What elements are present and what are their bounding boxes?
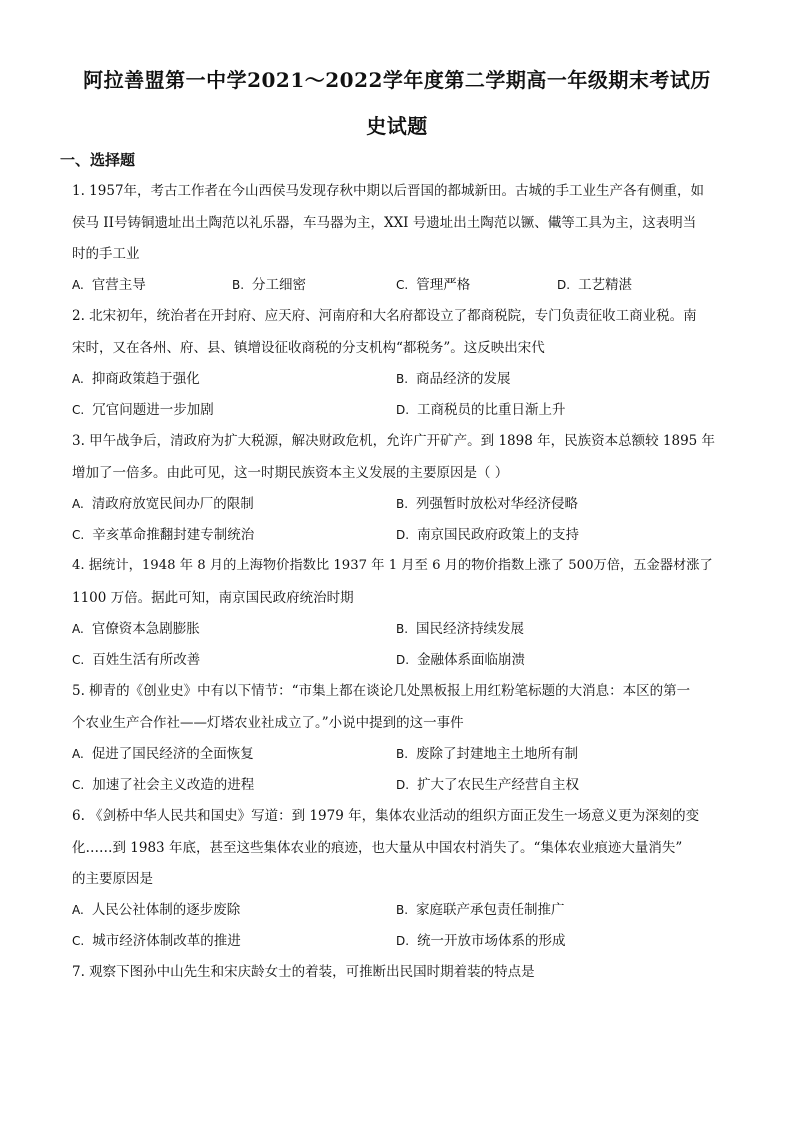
question-4-option-d — [396, 650, 525, 670]
option-text: 分工细密 — [252, 277, 307, 293]
question-4-option-a — [72, 619, 200, 639]
option-label: C. — [72, 934, 85, 948]
question-4-line-1: 4. 据统计，1948 年 8 月的上海物价指数比 1937 年 1 月至 6 月的物价指数上涨了 500万倍，五金器材涨了 — [72, 558, 713, 573]
option-label: C. — [72, 528, 85, 542]
option-text: 辛亥革命推翻封建专制统治 — [92, 527, 255, 543]
option-text: 工商税员的比重日渐上升 — [417, 402, 566, 418]
option-text: 百姓生活有所改善 — [92, 652, 201, 668]
question-3-option-c — [72, 525, 254, 545]
option-text: 抑商政策趋于强化 — [91, 371, 200, 387]
option-label: A. — [72, 903, 84, 917]
question-7-line-1: 7. 观察下图孙中山先生和宋庆龄女士的着装，可推断出民国时期着装的特点是 — [72, 964, 535, 980]
question-6-option-c — [72, 931, 241, 951]
question-6-option-b — [396, 900, 565, 920]
question-1-option-d — [557, 275, 632, 295]
question-1-option-c — [396, 275, 470, 295]
question-6-line-3: 的主要原因是 — [72, 871, 153, 887]
question-3-option-a — [72, 494, 254, 514]
exam-title-line-2: 史试题 — [366, 114, 428, 138]
question-6-option-a — [72, 900, 240, 920]
question-4-option-c — [72, 650, 200, 670]
option-text: 废除了封建地主土地所有制 — [416, 746, 579, 762]
question-2-option-d — [396, 400, 566, 420]
option-text: 人民公社体制的逐步废除 — [91, 902, 241, 918]
question-3-option-b — [396, 494, 578, 514]
option-text: 清政府放宽民间办厂的限制 — [91, 496, 254, 512]
option-text: 加速了社会主义改造的进程 — [92, 777, 255, 793]
option-label: A. — [72, 622, 84, 636]
option-text: 官营主导 — [91, 277, 146, 293]
question-6-line-1: 6. 《剑桥中华人民共和国史》写道：到 1979 年，集体农业活动的组织方面正发生一场意义更为深刻的变 — [72, 808, 700, 824]
question-5-option-c — [72, 775, 254, 795]
option-text: 列强暂时放松对华经济侵略 — [416, 496, 579, 512]
question-5-option-d — [396, 775, 579, 795]
option-text: 管理严格 — [416, 277, 471, 293]
question-3-line-2: 增加了一倍多。由此可见，这一时期民族资本主义发展的主要原因是（ ） — [72, 465, 509, 481]
option-label: A. — [72, 278, 84, 292]
question-5-option-b — [396, 744, 578, 764]
question-2-option-c — [72, 400, 214, 420]
option-label: A. — [72, 747, 84, 761]
question-5-line-1: 5. 柳青的《创业史》中有以下情节：“市集上都在谈论几处黑板报上用红粉笔标题的大消息：本区的第一 — [72, 683, 691, 699]
option-label: D. — [396, 653, 410, 667]
option-text: 促进了国民经济的全面恢复 — [91, 746, 254, 762]
option-text: 冗官问题进一步加剧 — [92, 402, 214, 418]
question-2-line-2: 宋时，又在各州、府、县、镇增设征收商税的分支机构“都税务”。这反映出宋代 — [72, 340, 545, 356]
question-1-line-2: 侯马 II号铸铜遗址出土陶范以礼乐器，车马器为主，XXI 号遗址出土陶范以镢、儎等工具为主，这表明当 — [72, 215, 697, 231]
question-1-line-3: 时的手工业 — [72, 246, 140, 262]
option-label: B. — [232, 278, 245, 292]
question-1-option-a — [72, 275, 146, 295]
option-label: D. — [396, 528, 410, 542]
option-text: 官僚资本急剧膨胀 — [91, 621, 200, 637]
question-3-option-d — [396, 525, 579, 545]
option-label: D. — [396, 934, 410, 948]
option-text: 扩大了农民生产经营自主权 — [417, 777, 580, 793]
question-1-option-b — [232, 275, 306, 295]
option-label: D. — [396, 403, 410, 417]
option-text: 南京国民政府政策上的支持 — [417, 527, 580, 543]
question-4-option-b — [396, 619, 524, 639]
question-6-option-d — [396, 931, 566, 951]
exam-title-line-1: 阿拉善盟第一中学2021～2022学年度第二学期高一年级期末考试历 — [83, 68, 711, 92]
option-label: B. — [396, 747, 409, 761]
question-5-option-a — [72, 744, 254, 764]
option-text: 工艺精湛 — [578, 277, 633, 293]
question-6-line-2: 化……到 1983 年底，甚至这些集体农业的痕迹，也大量从中国农村消失了。“集体农业痕迹大量消失” — [72, 840, 683, 856]
option-text: 城市经济体制改革的推进 — [92, 933, 241, 949]
option-label: D. — [557, 278, 571, 292]
option-label: C. — [72, 778, 85, 792]
option-label: B. — [396, 622, 409, 636]
question-2-line-1: 2. 北宋初年，统治者在开封府、应天府、河南府和大名府都设立了都商税院，专门负责征收工商业税。南 — [72, 308, 697, 324]
question-1-line-1: 1. 1957年，考古工作者在今山西侯马发现存秋中期以后晋国的都城新田。古城的手工业生产各有侧重，如 — [72, 183, 705, 199]
option-label: C. — [396, 278, 409, 292]
question-2-option-a — [72, 369, 200, 389]
option-text: 金融体系面临崩溃 — [417, 652, 526, 668]
section-heading: 一、选择题 — [60, 151, 136, 169]
option-label: C. — [72, 403, 85, 417]
option-text: 统一开放市场体系的形成 — [417, 933, 566, 949]
option-label: B. — [396, 372, 409, 386]
option-label: B. — [396, 497, 409, 511]
option-label: A. — [72, 372, 84, 386]
option-label: C. — [72, 653, 85, 667]
option-text: 商品经济的发展 — [416, 371, 511, 387]
option-label: D. — [396, 778, 410, 792]
question-5-line-2: 个农业生产合作社——灯塔农业社成立了。”小说中提到的这一事件 — [72, 715, 464, 731]
question-3-line-1: 3. 甲午战争后，清政府为扩大税源，解决财政危机，允许广开矿产。到 1898 年，民族资本总额较 1895 年 — [72, 433, 716, 449]
option-label: B. — [396, 903, 409, 917]
question-4-line-2: 1100 万倍。据此可知，南京国民政府统治时期 — [72, 590, 354, 606]
option-label: A. — [72, 497, 84, 511]
question-2-option-b — [396, 369, 511, 389]
option-text: 家庭联产承包责任制推广 — [416, 902, 565, 918]
option-text: 国民经济持续发展 — [416, 621, 525, 637]
